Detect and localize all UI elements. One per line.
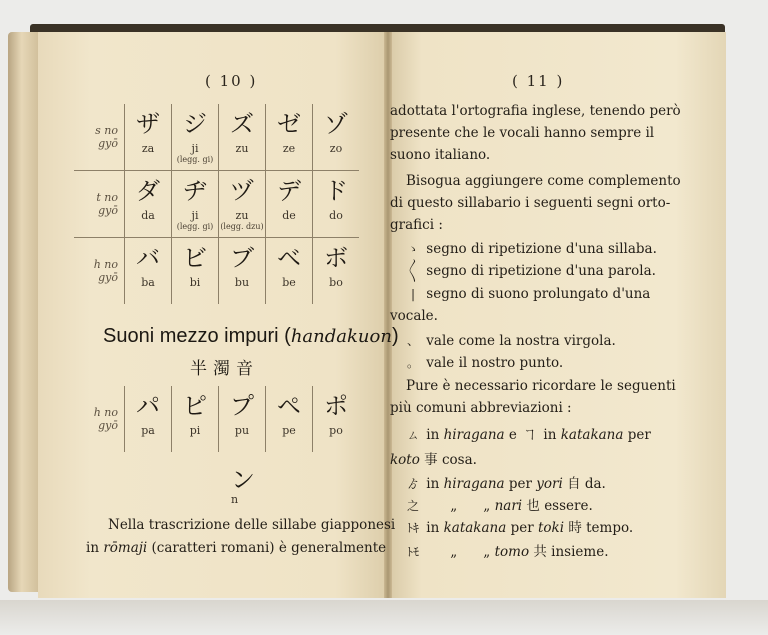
left-paragraph-line-2: in rōmaji (caratteri romani) è generalmente bbox=[86, 540, 387, 556]
kana-cell: ブ bu bbox=[219, 238, 266, 305]
kana-cell: ボ bo bbox=[313, 238, 360, 305]
pure-line-2: più comuni abbreviazioni : bbox=[390, 400, 572, 416]
kana-cell: デ de bbox=[266, 171, 313, 238]
kana-row-t bbox=[74, 171, 359, 238]
kana-cell: ベ be bbox=[266, 238, 313, 305]
kana-cell: ビ bi bbox=[172, 238, 219, 305]
n-kana: ン bbox=[231, 466, 255, 494]
n-roman: n bbox=[231, 493, 239, 506]
comma-row: 、 vale come la nostra virgola. bbox=[406, 333, 616, 349]
page-edges bbox=[8, 32, 42, 592]
abbr-row: koto 事 cosa. bbox=[390, 452, 477, 468]
section-heading: Suoni mezzo impuri (handakuon) bbox=[103, 325, 399, 347]
sign-row: | segno di suono prolungato d'una bbox=[410, 286, 651, 302]
kana-cell: ゾ zo bbox=[313, 104, 360, 171]
row-label: t no gyō bbox=[74, 171, 125, 238]
kana-row-p bbox=[74, 386, 359, 452]
kana-row-s bbox=[74, 104, 359, 171]
kana-cell: ヅ zu (legg. dzu) bbox=[219, 171, 266, 238]
right-paragraph-1: adottata l'ortografia inglese, tenendo però presente che le vocali hanno sempre il suono italiano. bbox=[390, 103, 681, 163]
row-label: s no gyō bbox=[74, 104, 125, 171]
kana-cell: ピ pi bbox=[172, 386, 219, 452]
kana-cell: ド do bbox=[313, 171, 360, 238]
dakuon-table bbox=[74, 104, 359, 304]
row-label: h no gyō bbox=[93, 406, 118, 432]
abbr-row: ㄙ in hiragana e ヿ in katakana per bbox=[406, 427, 651, 443]
kana-cell: ペ pe bbox=[266, 386, 313, 452]
abbr-row: ﾄﾓ „ „ tomo 共 insieme. bbox=[406, 544, 609, 560]
kana-cell: ズ zu bbox=[219, 104, 266, 171]
kana-cell: ポ po bbox=[313, 386, 360, 452]
sign-row: ゝ segno di ripetizione d'una sillaba. bbox=[406, 241, 657, 257]
row-label: h no gyō bbox=[93, 258, 118, 284]
left-paragraph-line-1: Nella trascrizione delle sillabe giapponesi bbox=[108, 517, 396, 533]
dot-row: 。 vale il nostro punto. bbox=[406, 355, 564, 371]
abbr-row: 之 „ „ nari 也 essere. bbox=[406, 498, 593, 514]
pure-line-1: Pure è necessario ricordare le seguenti bbox=[406, 378, 676, 394]
kana-cell: ヂ ji (legg. gi) bbox=[172, 171, 219, 238]
abbr-row: ﾄｷ in katakana per toki 時 tempo. bbox=[406, 520, 634, 536]
kana-cell: ジ ji (legg. gi) bbox=[172, 104, 219, 171]
sign-row: 〱 segno di ripetizione d'una parola. bbox=[406, 263, 656, 279]
handakuon-table bbox=[74, 386, 359, 452]
kana-cell: バ ba bbox=[125, 238, 172, 305]
heading-kanji: 半濁音 bbox=[190, 359, 259, 379]
kana-cell: ザ za bbox=[125, 104, 172, 171]
kana-cell: ゼ ze bbox=[266, 104, 313, 171]
vocale-line: vocale. bbox=[390, 308, 438, 324]
kana-cell: プ pu bbox=[219, 386, 266, 452]
abbr-row: ゟ in hiragana per yori 自 da. bbox=[406, 476, 606, 492]
right-paragraph-2: Bisogua aggiungere come complemento di questo sillabario i seguenti segni orto- grafici : bbox=[390, 173, 681, 233]
right-page-number: ( 11 ) bbox=[512, 72, 565, 90]
left-page-number: ( 10 ) bbox=[205, 72, 258, 90]
kana-cell: パ pa bbox=[125, 386, 172, 452]
kana-cell: ダ da bbox=[125, 171, 172, 238]
kana-row-h bbox=[74, 238, 359, 305]
